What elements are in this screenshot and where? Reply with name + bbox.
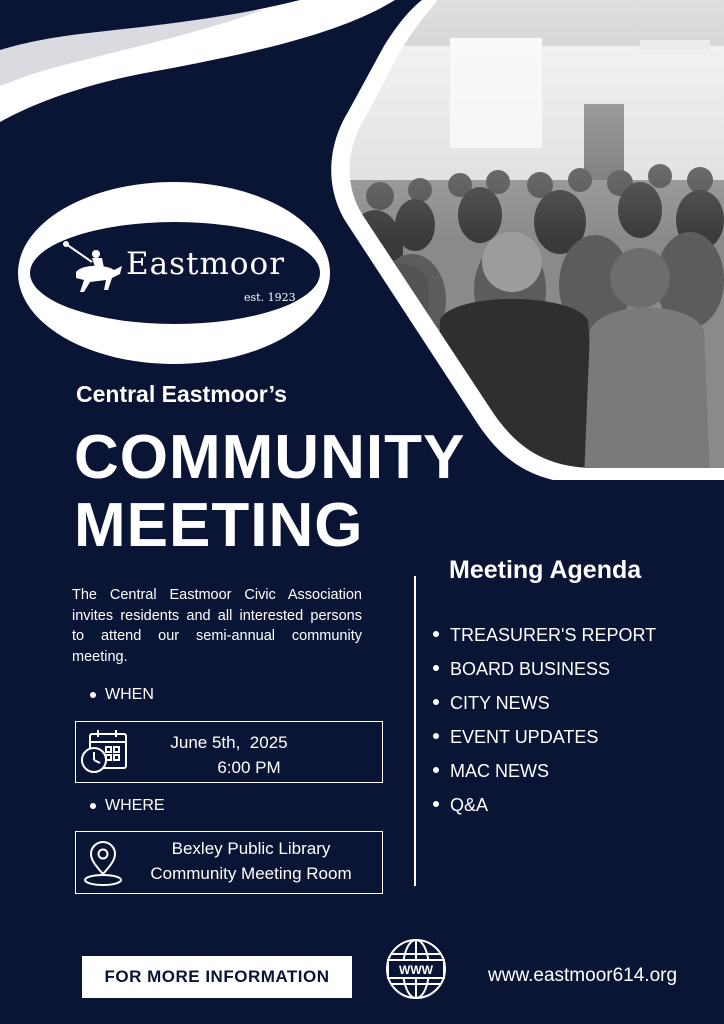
agenda-item [433,656,656,690]
where-label-text: WHERE [105,797,165,814]
venue-room: Community Meeting Room [150,864,352,883]
event-subtitle: Central Eastmoor’s [76,381,287,407]
event-time: 6:00 PM [217,758,281,777]
globe-text: WWW [399,963,433,977]
where-label [90,797,165,815]
globe-icon[interactable] [385,938,447,1000]
bullet-dot [433,699,439,705]
when-details [76,730,382,780]
event-date: June 5th, 2025 [170,733,288,752]
agenda-item-text: CITY NEWS [450,693,550,713]
bullet-dot [433,801,439,807]
when-label-text: WHEN [105,686,154,703]
logo-established: est. 1923 [244,291,296,304]
when-label [90,686,154,704]
intro-paragraph: The Central Eastmoor Civic Association invites residents and all interested persons to attend our semi-annual community meeting. [72,587,362,665]
agenda-item [433,724,656,758]
bullet-dot [433,733,439,739]
agenda-list [433,622,656,826]
event-title-line2: MEETING [74,491,364,560]
where-details [134,836,368,886]
agenda-item [433,792,656,826]
logo-wordmark: Eastmoor [126,246,286,282]
bullet-dot [433,665,439,671]
map-pin-icon [82,840,124,888]
agenda-item [433,690,656,724]
bullet-dot [90,692,96,698]
venue-name: Bexley Public Library [171,839,331,858]
agenda-item-text: EVENT UPDATES [450,727,599,747]
polo-rider-icon [62,236,128,298]
bullet-dot [433,767,439,773]
agenda-item-text: MAC NEWS [450,761,549,781]
agenda-title: Meeting Agenda [449,556,642,584]
event-title-line1: COMMUNITY [74,423,466,492]
bullet-dot [90,803,96,809]
event-title [74,424,465,560]
agenda-item [433,622,656,656]
agenda-item-text: BOARD BUSINESS [450,659,611,679]
website-link[interactable]: www.eastmoor614.org [488,965,678,986]
agenda-item-text: TREASURER'S REPORT [450,625,657,645]
column-divider [414,576,416,886]
agenda-item-text: Q&A [450,795,489,815]
agenda-item [433,758,656,792]
more-info-button[interactable]: FOR MORE INFORMATION [82,956,352,998]
when-box [75,721,383,783]
where-box [75,831,383,894]
bullet-dot [433,631,439,637]
